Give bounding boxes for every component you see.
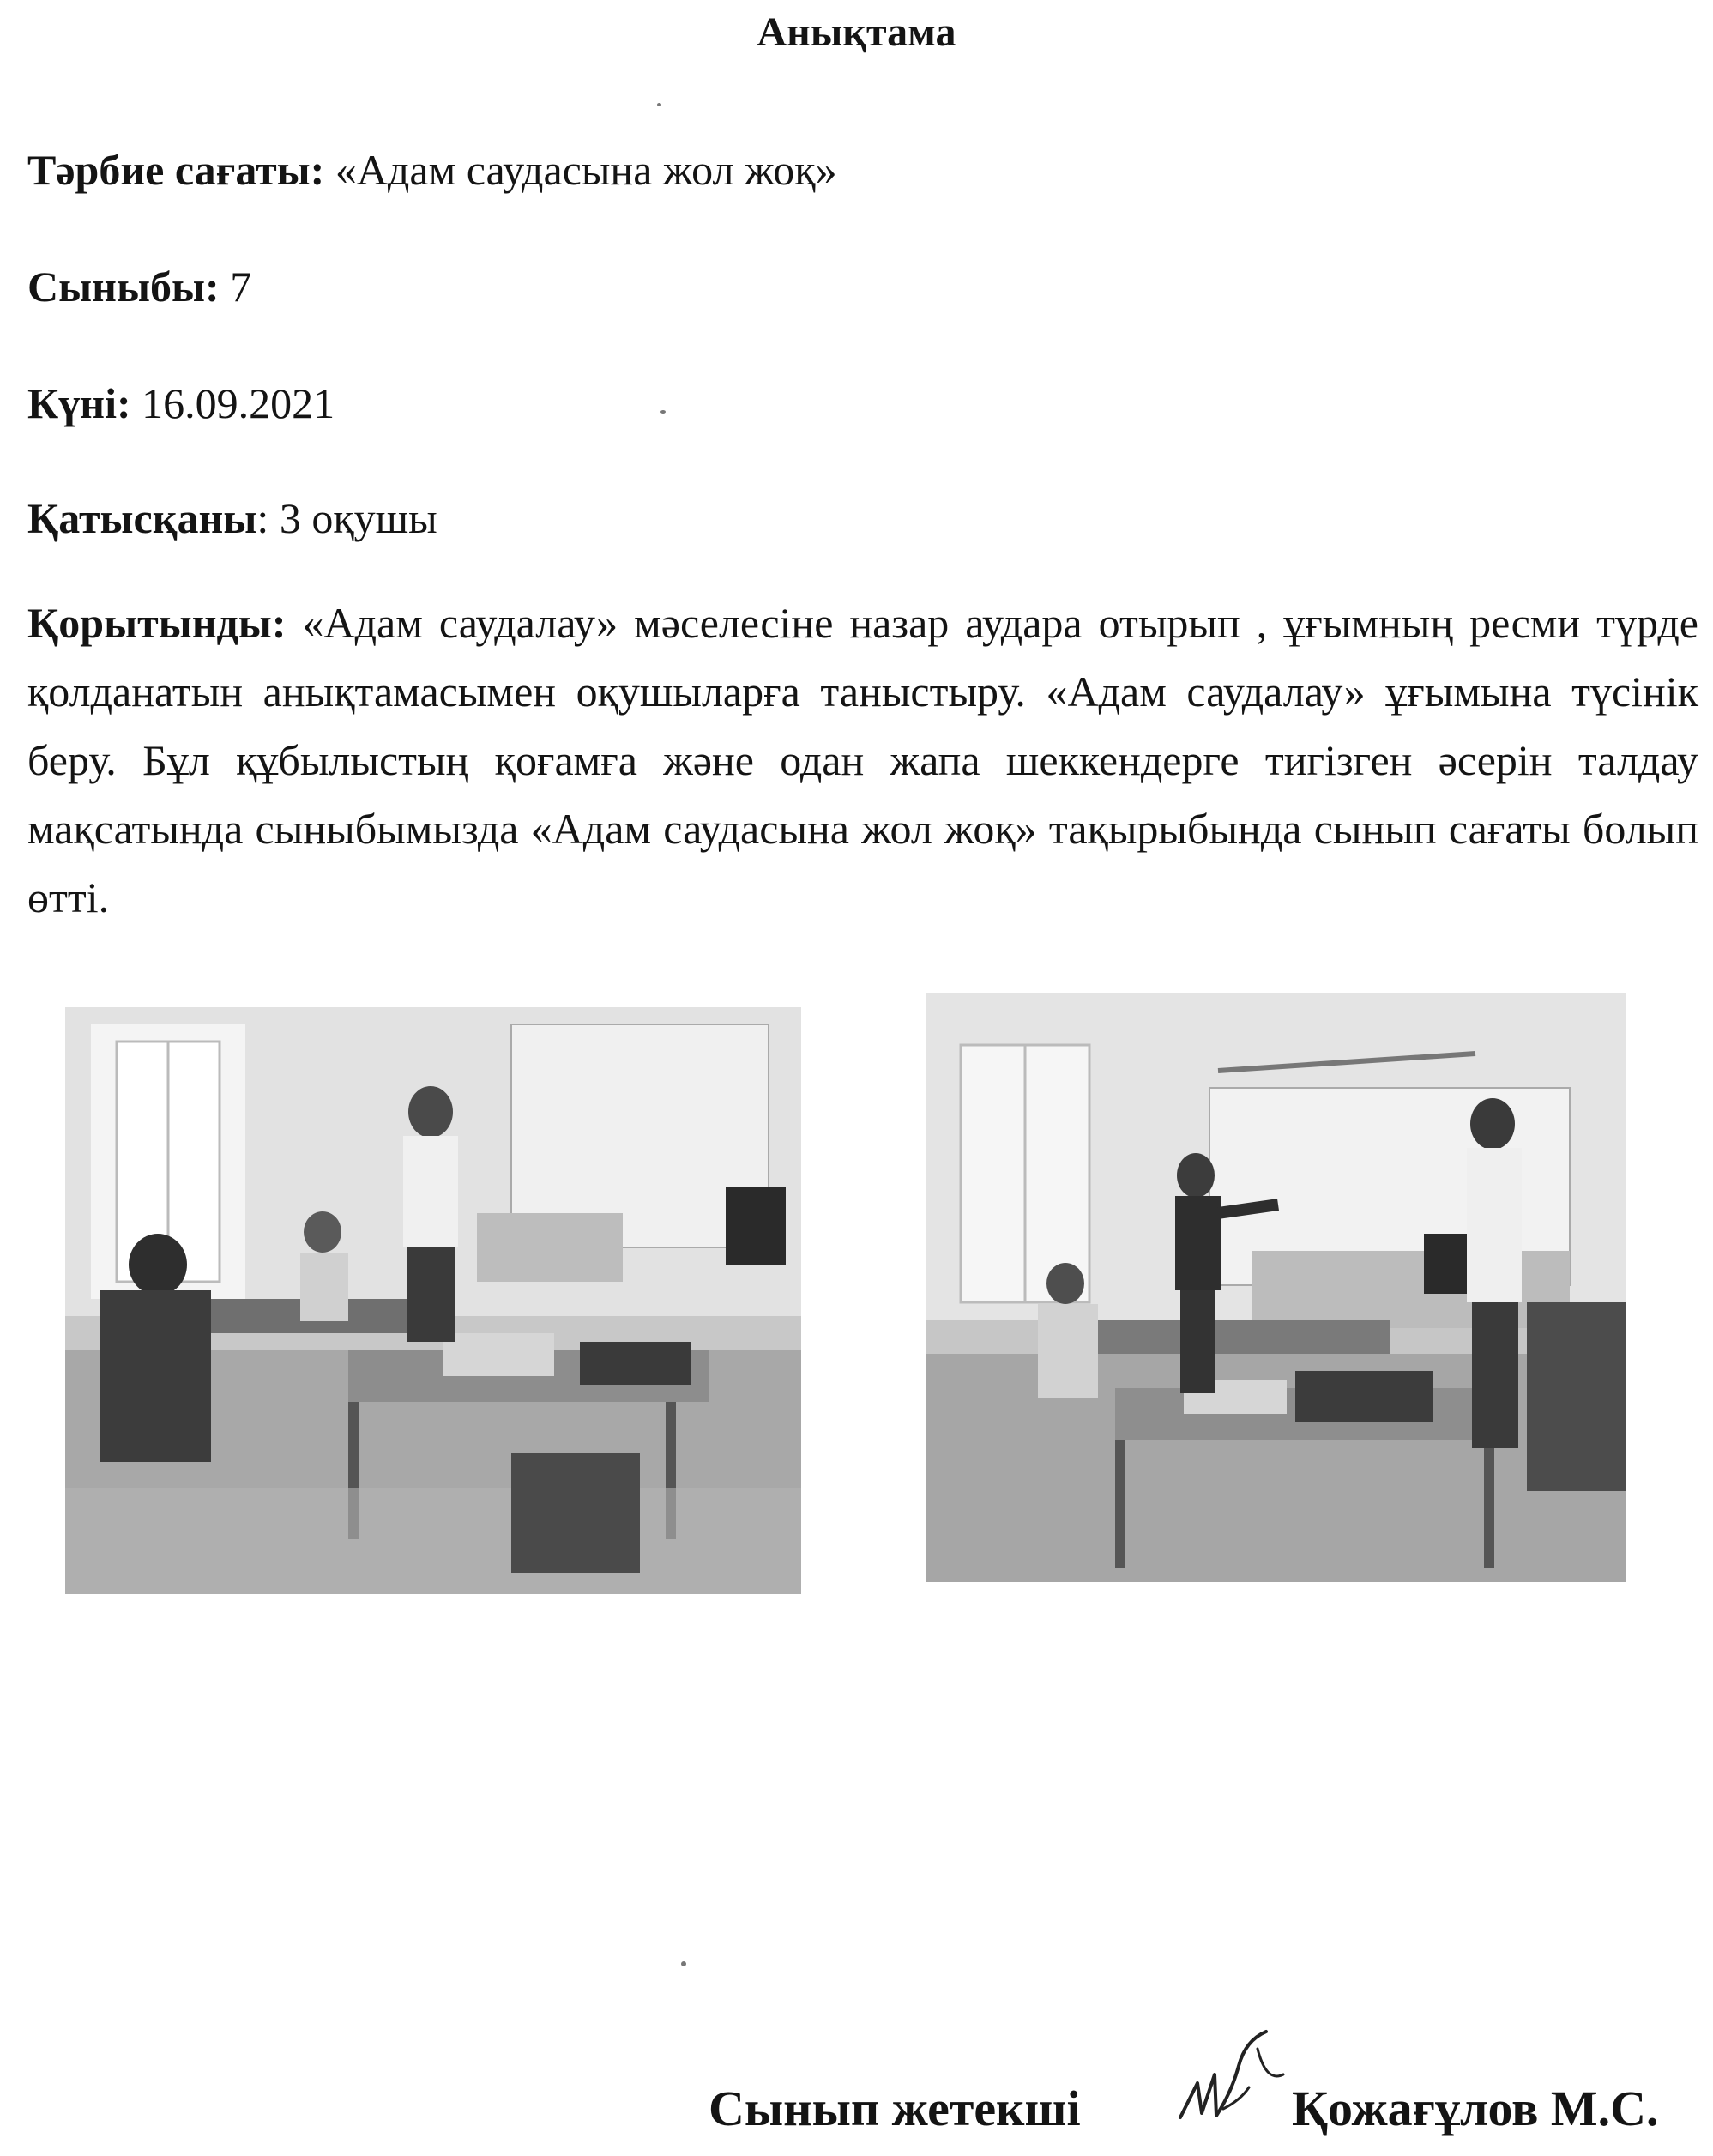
document-title: Анықтама — [757, 9, 956, 55]
date-label: Күні: — [27, 379, 131, 427]
classroom-photo-left — [65, 1007, 801, 1594]
conclusion-label: Қорытынды: — [27, 599, 287, 647]
conclusion-text: «Адам саудалау» мәселесіне назар аудара отырып , ұғымның ресми түрде қолданатын анықтамасымен оқушыларға таныстыру. «Адам саудалау» ұғымына түсінік беру. Бұл құбылыстың қоғамға және одан жапа шеккендерге тигізген әсерін талдау мақсатында сыныбымызда «Адам саудасына жол жоқ» тақырыбында сынып сағаты болып өтті. — [27, 599, 1698, 921]
attendance-label: Қатысқаны — [27, 494, 257, 542]
signature-name: Қожағұлов М.С. — [1292, 2081, 1659, 2136]
signature-block — [709, 2074, 1704, 2143]
event-value: «Адам саудасына жол жоқ» — [324, 146, 837, 194]
scan-speck — [660, 410, 666, 414]
scan-speck — [681, 1961, 686, 1966]
classroom-photo-right-drawing — [926, 993, 1626, 1582]
classroom-photo-left-drawing — [65, 1007, 801, 1594]
event-label: Тәрбие сағаты: — [27, 146, 325, 194]
date-field — [27, 376, 335, 431]
attendance-field — [27, 491, 437, 546]
grade-field — [27, 259, 251, 314]
grade-value: 7 — [219, 263, 252, 311]
signature-role: Сынып жетекші — [709, 2081, 1081, 2136]
handwritten-signature-icon — [1163, 2014, 1292, 2143]
grade-label: Сыныбы: — [27, 263, 220, 311]
classroom-photo-right — [926, 993, 1626, 1582]
scan-speck — [657, 103, 661, 106]
date-value: 16.09.2021 — [130, 379, 335, 427]
attendance-value: : 3 оқушы — [256, 494, 437, 542]
conclusion-paragraph — [27, 589, 1698, 932]
event-field — [27, 142, 837, 197]
